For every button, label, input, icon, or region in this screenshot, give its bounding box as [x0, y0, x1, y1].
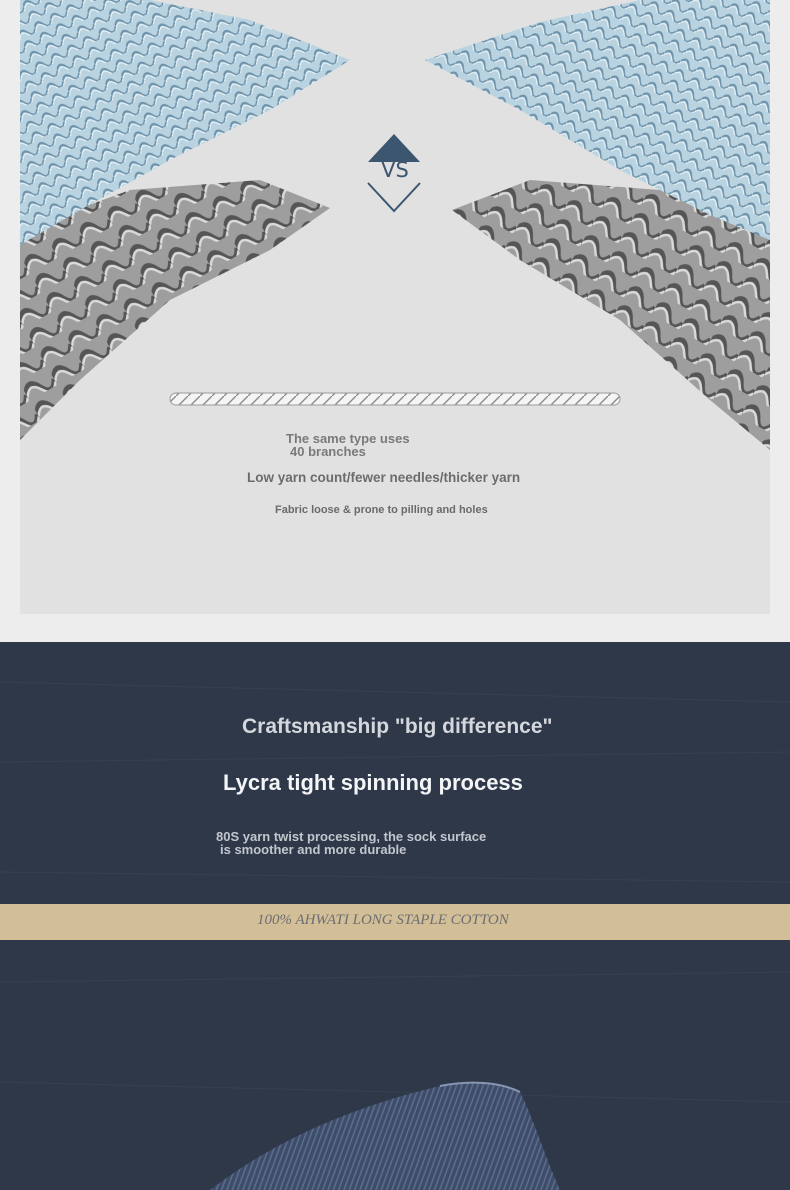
desc-line2: is smoother and more durable — [220, 842, 407, 857]
yarn-count-note: Low yarn count/fewer needles/thicker yarn — [247, 470, 521, 485]
same-type-line2: 40 branches — [290, 444, 366, 459]
yarn-rope — [170, 393, 620, 405]
vs-label: VS — [381, 158, 409, 182]
craft-section — [0, 642, 790, 1190]
process-title: Lycra tight spinning process — [223, 770, 523, 795]
sock-fabric-image — [0, 1062, 790, 1190]
craft-title: Craftsmanship "big difference" — [242, 715, 553, 738]
sock-top — [210, 1083, 560, 1190]
knit-fabric-illustration — [20, 0, 770, 614]
banner-text: 100% AHWATI LONG STAPLE COTTON — [257, 912, 509, 928]
cotton-banner — [0, 904, 790, 940]
same-type-line1: The same type uses — [286, 431, 410, 446]
comparison-card — [20, 0, 770, 614]
right-thick-knit — [452, 180, 770, 450]
process-description — [216, 830, 486, 856]
fabric-loose-note: Fabric loose & prone to pilling and holes — [275, 504, 488, 516]
same-type-note — [286, 432, 410, 458]
desc-line1: 80S yarn twist processing, the sock surface — [216, 829, 487, 844]
